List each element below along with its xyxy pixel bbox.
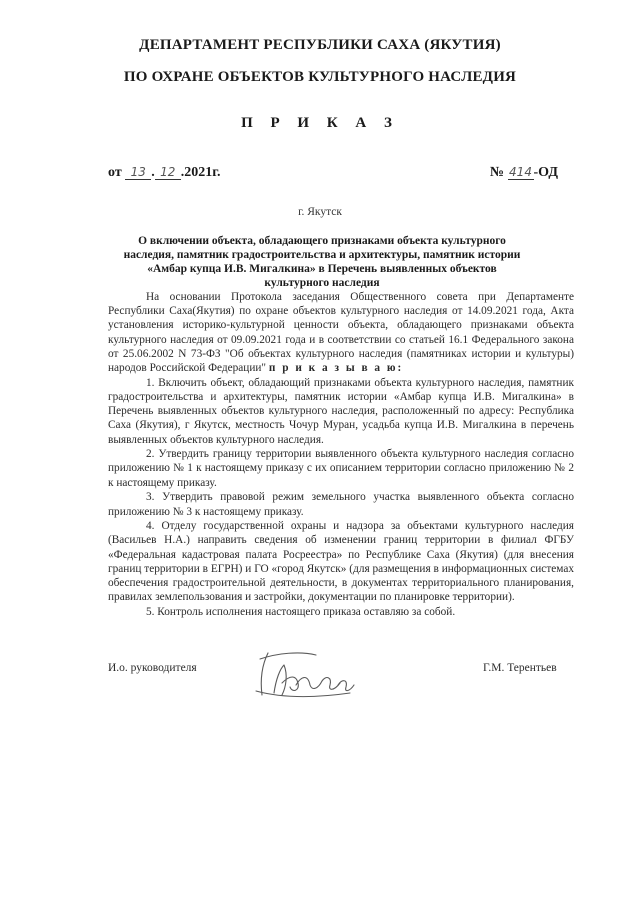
order-word: п р и к а з ы в а ю: — [268, 362, 404, 375]
number-suffix: -ОД — [533, 165, 558, 180]
body-intro-text: На основании Протокола заседания Общественного совета при Департаменте Республики Саха(Якутия) по охране объектов культурного наследия от 14.09.2021 года, Акта установления историко-культурной ценности объекта, обладающего признаками объекта культурного наследия от 09.09.2021 года и в соответствии со статьей 16.1 Федерального закона от 25.06.2002 N 73-ФЗ "Об объектах культурного наследия (памятниках истории и культуры) народов Российской Федерации" — [108, 291, 574, 375]
order-date: от 13 . 12 .2021г. — [108, 165, 221, 180]
document-type-title: П Р И К А З — [241, 115, 399, 131]
order-body — [108, 290, 574, 620]
handwritten-signature — [238, 645, 358, 705]
header-line-2: ПО ОХРАНЕ ОБЪЕКТОВ КУЛЬТУРНОГО НАСЛЕДИЯ — [123, 69, 517, 85]
number-prefix: № — [489, 165, 504, 180]
order-item: 2. Утвердить границу территории выявленного объекта культурного наследия согласно приложению № 1 к настоящему приказу с их описанием территории согласно приложению № 2 к настоящему приказу. — [108, 448, 574, 489]
city-line: г. Якутск — [298, 206, 342, 218]
date-prefix: от — [108, 165, 122, 180]
signer-name: Г.М. Терентьев — [483, 662, 557, 674]
order-number — [490, 165, 558, 181]
date-day-handwritten: 13 — [125, 166, 151, 180]
order-item: 1. Включить объект, обладающий признаками объекта культурного наследия, памятник градостроительства и архитектуры, памятник истории «Амбар купца И.В. Мигалкина» в Перечень выявленных объектов культурного наследия, расположенный по адресу: Республика Саха (Якутия), г Якутск, местность Чочур Муран, усадьба купца И.В. Мигалкина в перечень выявленных объектов культурного наследия. — [108, 376, 574, 446]
order-subject: О включении объекта, обладающего признаками объекта культурного наследия, памятник градостроительства и архитектуры, памятник истории «Амбар купца И.В. Мигалкина» в Перечень выявленных объектов культурного наследия — [123, 235, 521, 289]
signer-title: И.о. руководителя — [108, 662, 197, 674]
date-year: 2021г. — [184, 165, 221, 180]
body-intro — [108, 290, 574, 375]
order-item: 5. Контроль исполнения настоящего приказа оставляю за собой. — [146, 605, 456, 618]
order-item: 3. Утвердить правовой режим земельного участка выявленного объекта согласно приложению № 3 к настоящему приказу. — [108, 491, 574, 518]
header-line-1: ДЕПАРТАМЕНТ РЕСПУБЛИКИ САХА (ЯКУТИЯ) — [139, 37, 501, 53]
date-month-handwritten: 12 — [155, 166, 181, 180]
number-value-handwritten: 414 — [509, 165, 532, 179]
order-item: 4. Отделу государственной охраны и надзора за объектами культурного наследия (Васильев Н.А.) направить сведения об изменении границ территории в филиал ФГБУ «Федеральная кадастровая палата Росреестра» по Республике Саха (Якутия) (для внесения границ территории в ЕГРН) и ГО «город Якутск» (для размещения в информационных системах обеспечения градостроительной деятельности, в документах территориального планирования, правилах землепользования и застройки, документации по планировке территории). — [108, 520, 574, 604]
